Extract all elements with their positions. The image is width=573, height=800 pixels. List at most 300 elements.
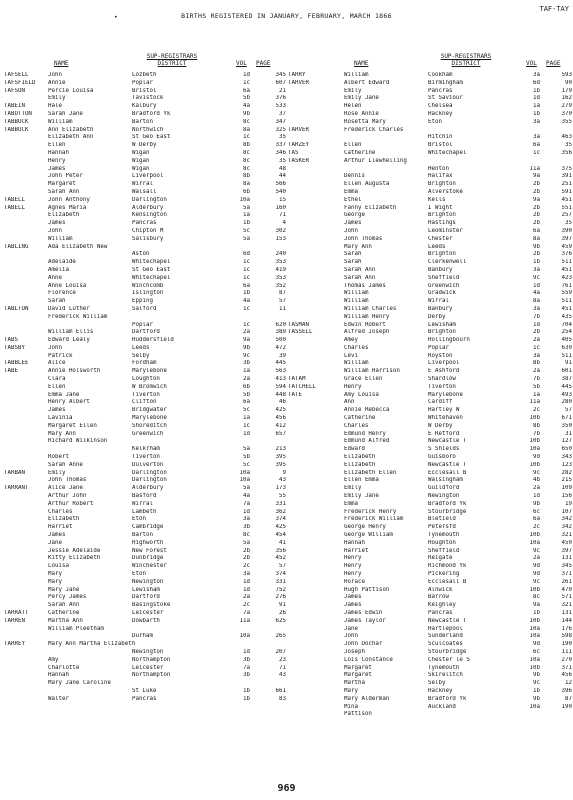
entry-page: 144 [561, 617, 572, 624]
entry-given-names: James [48, 165, 66, 172]
entry-given-names: Clara [48, 376, 66, 383]
register-entry [4, 477, 288, 485]
entry-volume: 1d [243, 72, 250, 78]
entry-given-names: Margaret [48, 181, 76, 188]
register-entry [4, 579, 288, 587]
entry-given-names: Horace [344, 578, 365, 585]
entry-given-names: Percy James [48, 594, 87, 601]
register-entry [288, 446, 573, 454]
entry-district: Leominster [428, 227, 463, 234]
entry-volume: 9c [533, 547, 540, 554]
register-entry [288, 579, 573, 587]
entry-page: 435 [561, 313, 572, 320]
entry-given-names: Percie Louisa [48, 87, 94, 94]
entry-page: 671 [561, 415, 572, 422]
entry-given-names: Ellen [344, 142, 362, 149]
register-entry [288, 555, 573, 563]
entry-page: 279 [561, 103, 572, 110]
entry-volume: 1c [533, 149, 540, 156]
entry-given-names: James [344, 602, 362, 609]
entry-volume: 8b [243, 173, 250, 180]
page-reference: TAF-TAY [539, 5, 569, 13]
register-entry [4, 150, 288, 158]
entry-volume: 1d [243, 586, 250, 593]
entry-given-names: Emily [344, 87, 362, 94]
entry-given-names: Frederick Henry [344, 508, 397, 515]
entry-district: New Forest [132, 547, 167, 554]
entry-given-names: Elizabeth [48, 516, 80, 523]
entry-district: Walsingham [428, 477, 463, 484]
entry-district: Stourbridge [428, 648, 467, 655]
entry-given-names: Charlotte [48, 664, 80, 671]
register-entry [288, 563, 573, 571]
entry-page: 15 [279, 196, 286, 203]
entry-given-names: Sarah [344, 259, 362, 266]
entry-district: Kelkrham [132, 446, 160, 453]
entry-district: Houghton [428, 539, 456, 546]
entry-volume: 5c [243, 461, 250, 468]
entry-given-names: Annie Holsworth [48, 368, 101, 375]
entry-given-names: Charles [48, 508, 73, 515]
entry-district: Pancras [132, 220, 157, 227]
register-entry [288, 80, 573, 88]
entry-district: Tynemouth [428, 664, 460, 671]
entry-district: Auckland [428, 703, 456, 710]
entry-volume: 3b [243, 656, 250, 663]
entry-volume: 1d [533, 493, 540, 500]
entry-page: 566 [275, 181, 286, 188]
entry-district: Tiverton [132, 454, 160, 461]
entry-volume: 1a [533, 391, 540, 398]
entry-given-names: Dennis [344, 173, 365, 180]
entry-page: 362 [275, 508, 286, 515]
entry-given-names: Frederick William [48, 313, 108, 320]
entry-page: 347 [275, 118, 286, 125]
entry-surname: TATE [288, 391, 302, 398]
entry-district: Cambridge [132, 524, 164, 531]
entry-page: 456 [561, 672, 572, 679]
entry-district: Bradford Yk [428, 500, 467, 507]
entry-page: 607 [275, 79, 286, 86]
entry-page: 448 [275, 391, 286, 398]
entry-volume: 10b [529, 586, 540, 593]
entry-given-names: Martha Ann [48, 617, 83, 624]
register-entry [288, 220, 573, 228]
entry-page: 31 [565, 430, 572, 437]
entry-district: Newington [132, 648, 164, 655]
entry-district: Newington [428, 493, 460, 500]
entry-given-names: Jane [48, 539, 62, 546]
register-entry [4, 236, 288, 244]
register-entry [4, 462, 288, 470]
entry-page: 44 [279, 173, 286, 180]
entry-volume: 5a [243, 485, 250, 492]
entry-volume: 10b [529, 461, 540, 468]
register-entry [4, 142, 288, 150]
entry-district: Petersfd [428, 524, 456, 531]
entry-district: Selby [428, 680, 446, 687]
register-entry [4, 493, 288, 501]
register-entry [288, 571, 573, 579]
entry-given-names: John Peter [48, 173, 83, 180]
entry-given-names: John [344, 227, 358, 234]
entry-district: Bradford Yk [428, 695, 467, 702]
entry-district: W Derby [132, 142, 157, 149]
entry-district: Northampton [132, 672, 171, 679]
entry-volume: 5a [243, 446, 250, 453]
entry-district: Fordham [132, 360, 157, 367]
entry-district: Clerkenwell [428, 259, 467, 266]
entry-district: I Wight [428, 204, 453, 211]
entry-surname: TABSBY [4, 344, 25, 351]
entry-given-names: Elizabeth [48, 212, 80, 219]
entry-given-names: Jane [344, 625, 358, 632]
entry-page: 511 [561, 298, 572, 305]
entry-district: Marylebone [132, 415, 167, 422]
entry-volume: 6a [533, 227, 540, 234]
entry-given-names: John Thomas [48, 477, 87, 484]
entry-district: Skirelitch [428, 672, 463, 679]
entry-given-names: Mina [344, 703, 358, 710]
entry-given-names: Henry [344, 563, 362, 570]
register-entry [4, 189, 288, 197]
entry-page: 571 [561, 594, 572, 601]
entry-page: 12 [565, 680, 572, 687]
entry-volume: 9d [533, 563, 540, 570]
entry-surname: TARREN [4, 617, 25, 624]
register-entry [4, 290, 288, 298]
entry-district: Loughton [132, 376, 160, 383]
right-column [288, 52, 573, 790]
register-entry [288, 407, 573, 415]
register-entry [288, 283, 573, 291]
entry-volume: 8b [533, 360, 540, 367]
entry-volume: 5b [243, 391, 250, 398]
entry-given-names: Sarah Ann [344, 266, 376, 273]
entry-volume: 3b [243, 524, 250, 531]
entry-district: Poplar [132, 321, 153, 328]
register-entry [4, 524, 288, 532]
entry-volume: 8a [243, 126, 250, 133]
entry-page: 412 [275, 422, 286, 429]
entry-page: 23 [279, 656, 286, 663]
register-entry [288, 197, 573, 205]
register-entry [288, 173, 573, 181]
entry-page: 280 [561, 399, 572, 406]
entry-volume: 2b [533, 181, 540, 188]
entry-volume: 2b [533, 188, 540, 195]
entry-page: 35 [565, 142, 572, 149]
register-entry [4, 516, 288, 524]
entry-page: 650 [561, 446, 572, 453]
entry-volume: 1b [533, 259, 540, 266]
entry-volume: 3a [533, 352, 540, 359]
entry-given-names: Margaret [344, 664, 372, 671]
register-entry [4, 197, 288, 205]
entry-volume: 1c [243, 274, 250, 281]
entry-surname: TARRANT [4, 485, 29, 492]
entry-district: Lewisham [132, 586, 160, 593]
entry-page: 251 [561, 181, 572, 188]
entry-page: 511 [561, 259, 572, 266]
entry-volume: 1d [243, 508, 250, 515]
entry-district: Hartlepool [428, 625, 463, 632]
entry-given-names: Arthur Robert [48, 500, 94, 507]
entry-page: 213 [275, 446, 286, 453]
register-entry [4, 540, 288, 548]
entry-district: Bridgwater [132, 407, 167, 414]
entry-page: 413 [275, 376, 286, 383]
register-entry [288, 516, 573, 524]
entry-volume: 6b [243, 383, 250, 390]
entry-district: Leicester [132, 664, 164, 671]
entry-district: Newington [132, 578, 164, 585]
entry-page: 153 [275, 235, 286, 242]
entry-given-names: Ann Elizabeth [48, 126, 94, 133]
entry-page: 57 [279, 563, 286, 570]
entry-volume: 2b [533, 212, 540, 219]
entry-district: Brighton [428, 181, 456, 188]
register-entry [4, 446, 288, 454]
entry-page: 374 [275, 516, 286, 523]
entry-page: 261 [561, 578, 572, 585]
register-entry [288, 236, 573, 244]
entry-page: 376 [275, 95, 286, 102]
register-entry [4, 649, 288, 657]
entry-page: 131 [561, 555, 572, 562]
entry-page: 331 [275, 578, 286, 585]
entry-district: Sheffield [428, 547, 460, 554]
entry-given-names: Hannah [48, 149, 69, 156]
entry-volume: 2a [243, 376, 250, 383]
entry-page: 752 [275, 586, 286, 593]
entry-given-names: Hugh Pattison [344, 586, 390, 593]
entry-page: 454 [275, 532, 286, 539]
entry-page: 342 [561, 516, 572, 523]
entry-volume: 1c [243, 305, 250, 312]
register-entry [288, 353, 573, 361]
entry-district: Stourbridge [428, 508, 467, 515]
register-entry [288, 251, 573, 259]
entry-given-names: William [344, 290, 369, 297]
entry-given-names: Charles [344, 344, 369, 351]
entry-volume: 1b [533, 609, 540, 616]
entry-volume: 7b [533, 430, 540, 437]
entry-district: Alnwick [428, 586, 453, 593]
entry-district: Brighton [428, 212, 456, 219]
entry-given-names: Emily [344, 485, 362, 492]
entry-volume: 10a [529, 446, 540, 453]
register-entry [4, 438, 288, 446]
entry-page: 350 [561, 422, 572, 429]
entry-volume: 2b [533, 204, 540, 211]
entry-district: Bletield [428, 516, 456, 523]
entry-given-names: William [344, 298, 369, 305]
register-entry [4, 283, 288, 291]
entry-surname: TARZEY [288, 142, 309, 149]
entry-district: Northampton [132, 656, 171, 663]
register-entry [4, 587, 288, 595]
entry-page: 356 [275, 547, 286, 554]
entry-volume: 5b [243, 95, 250, 102]
entry-district: Chester [428, 235, 453, 242]
entry-page: 107 [561, 508, 572, 515]
entry-given-names: Harriet [344, 547, 369, 554]
entry-given-names: John Anthony [48, 196, 90, 203]
register-entry [4, 360, 288, 368]
entry-volume: 3a [533, 134, 540, 141]
entry-page: 19 [565, 500, 572, 507]
register-entry [288, 626, 573, 634]
entry-volume: 6c [533, 508, 540, 515]
entry-volume: 1c [243, 266, 250, 273]
register-entry [288, 322, 573, 330]
entry-page: 331 [275, 500, 286, 507]
entry-page: 456 [275, 415, 286, 422]
register-entry [4, 548, 288, 556]
register-entry [288, 680, 573, 688]
register-entry [4, 594, 288, 602]
entry-district: Tynemouth [428, 532, 460, 539]
entry-given-names: Emma [344, 188, 358, 195]
register-entry [4, 633, 288, 641]
register-entry [288, 142, 573, 150]
entry-page: 353 [275, 274, 286, 281]
entry-volume: 9c [533, 274, 540, 281]
entry-page: 176 [561, 625, 572, 632]
entry-given-names: Hannah [48, 672, 69, 679]
entry-district: Henton [428, 165, 449, 172]
entry-page: 9 [282, 469, 286, 476]
entry-page: 657 [275, 430, 286, 437]
register-entry [288, 711, 573, 719]
register-entry [288, 95, 573, 103]
entry-given-names: Frederick Charles [344, 126, 404, 133]
entry-district: Hackney [428, 687, 453, 694]
entry-district: Selby [132, 352, 150, 359]
entry-page: 704 [561, 321, 572, 328]
entry-district: Banbury [428, 266, 453, 273]
left-rows [4, 72, 288, 704]
register-entry [4, 571, 288, 579]
entry-given-names: Margaret [344, 672, 372, 679]
entry-volume: 8b [533, 422, 540, 429]
entry-surname: TARRATT [4, 609, 29, 616]
entry-district: Dulverton [132, 461, 164, 468]
entry-given-names: Louisa [48, 563, 69, 570]
entry-given-names: Elizabeth [344, 454, 376, 461]
entry-surname: TARVER [288, 126, 309, 133]
entry-district: E Ashford [428, 368, 460, 375]
entry-given-names: Levi [344, 352, 358, 359]
entry-volume: 9b [533, 695, 540, 702]
entry-page: 630 [561, 344, 572, 351]
entry-district: W Bromwich [132, 383, 167, 390]
entry-given-names: William Henry [344, 313, 390, 320]
entry-district: Royston [428, 352, 453, 359]
entry-volume: 3b [243, 360, 250, 367]
entry-volume: 1d [243, 578, 250, 585]
entry-volume: 1b [243, 290, 250, 297]
entry-given-names: Robert [48, 454, 69, 461]
entry-surname: TABLING [4, 243, 29, 250]
entry-given-names: Alfred Joseph [344, 329, 390, 336]
entry-surname: TAFSELL [4, 72, 29, 78]
register-entry [288, 477, 573, 485]
entry-district: Walsall [132, 188, 157, 195]
entry-district: Whitechapel [428, 149, 467, 156]
entry-district: Pancras [428, 609, 453, 616]
entry-volume: 6a [243, 87, 250, 94]
entry-district: Alderbury [132, 485, 164, 492]
entry-volume: 5a [243, 539, 250, 546]
entry-given-names: Emily [48, 469, 66, 476]
register-entry [4, 314, 288, 322]
entry-district: Greenwich [132, 430, 164, 437]
entry-given-names: Anne Louisa [48, 282, 87, 289]
entry-page: 451 [561, 305, 572, 312]
register-entry [288, 360, 573, 368]
entry-district: Halifax [428, 173, 453, 180]
entry-given-names: Edward Lealy [48, 337, 90, 344]
entry-given-names: John Thomas [344, 235, 383, 242]
entry-volume: 1c [243, 422, 250, 429]
entry-given-names: Mary Jane [48, 586, 80, 593]
entry-volume: 10a [529, 656, 540, 663]
entry-given-names: Annie [48, 79, 66, 86]
entry-volume: 9d [533, 641, 540, 648]
entry-volume: 9a [533, 173, 540, 180]
entry-page: 419 [275, 266, 286, 273]
entry-volume: 10a [239, 633, 250, 640]
entry-given-names: Sarah Ann [344, 274, 376, 281]
entry-page: 356 [561, 149, 572, 156]
entry-volume: 3a [243, 571, 250, 577]
register-entry [4, 368, 288, 376]
entry-district: Wirral [132, 181, 153, 188]
register-entry [288, 548, 573, 556]
entry-district: Dartford [132, 594, 160, 601]
entry-volume: 8a [243, 181, 250, 188]
entry-volume: 2a [243, 594, 250, 601]
entry-volume: 6d [533, 79, 540, 86]
entry-given-names: Sarah Jane [48, 110, 83, 117]
entry-given-names: Emma [344, 500, 358, 507]
register-entry [288, 509, 573, 517]
register-entry [288, 618, 573, 626]
register-entry [288, 181, 573, 189]
entry-page: 48 [279, 165, 286, 172]
entry-page: 387 [561, 376, 572, 383]
entry-volume: 2a [533, 485, 540, 492]
register-entry [288, 392, 573, 400]
entry-district: St Luke [132, 687, 157, 694]
entry-district: Richmond Yk [428, 563, 467, 570]
entry-given-names: Martha [344, 680, 365, 687]
register-entry [288, 657, 573, 665]
entry-volume: 2b [533, 251, 540, 258]
page-header: PAGE [256, 60, 271, 67]
register-entry [288, 594, 573, 602]
entry-page: 43 [279, 672, 286, 679]
entry-given-names: Pattison [344, 711, 372, 718]
entry-page: 35 [565, 220, 572, 227]
entry-volume: 1d [243, 430, 250, 437]
entry-volume: 10a [529, 625, 540, 632]
entry-volume: 8c [243, 165, 250, 172]
entry-volume: 1c [243, 321, 250, 328]
entry-district: Barrow [428, 594, 449, 601]
